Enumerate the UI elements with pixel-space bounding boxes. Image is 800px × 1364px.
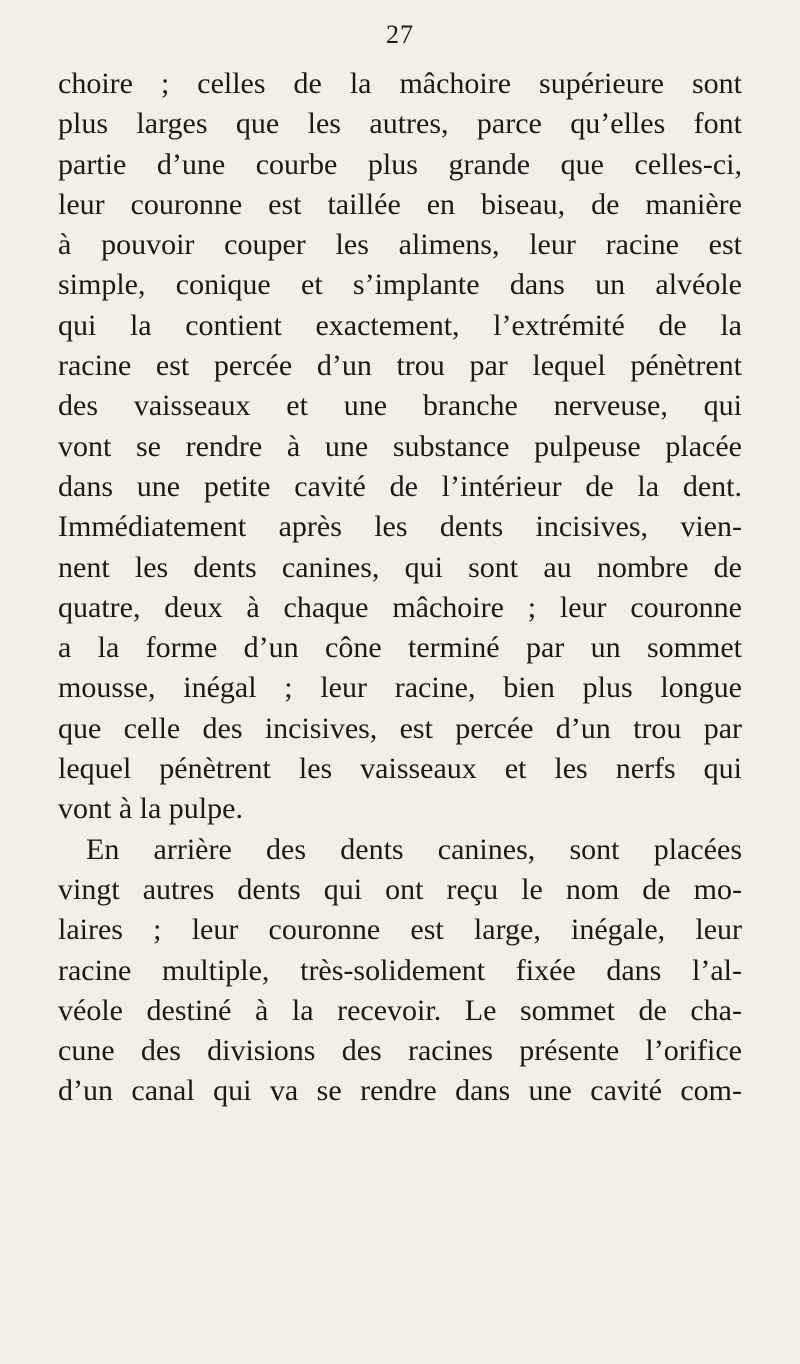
text-line: quatre, deux à chaque mâchoire ; leur couronne <box>58 590 742 624</box>
text-line: que celle des incisives, est percée d’un trou par <box>58 711 742 745</box>
text-line: véole destiné à la recevoir. Le sommet de cha- <box>58 993 742 1027</box>
text-line: racine multiple, très-solidement fixée dans l’al- <box>58 953 742 987</box>
text-line: d’un canal qui va se rendre dans une cavité com- <box>58 1074 742 1108</box>
text-line: cune des divisions des racines présente l’orifice <box>58 1034 742 1068</box>
text-line: leur couronne est taillée en biseau, de manière <box>58 187 742 221</box>
text-line: vingt autres dents qui ont reçu le nom de mo- <box>58 872 742 906</box>
text-line: plus larges que les autres, parce qu’elles font <box>58 107 742 141</box>
text-line: simple, conique et s’implante dans un alvéole <box>58 268 742 302</box>
text-line: racine est percée d’un trou par lequel pénètrent <box>58 349 742 383</box>
text-line: dans une petite cavité de l’intérieur de la dent. <box>58 469 742 503</box>
text-line: partie d’une courbe plus grande que celles-ci, <box>58 147 742 181</box>
text-line: vont se rendre à une substance pulpeuse placée <box>58 429 742 463</box>
text-line: lequel pénètrent les vaisseaux et les nerfs qui <box>58 752 742 786</box>
paragraph-end-line: vont à la pulpe. <box>58 792 243 826</box>
text-line: a la forme d’un cône terminé par un sommet <box>58 631 742 665</box>
text-line: choire ; celles de la mâchoire supérieure sont <box>58 67 742 100</box>
text-line: mousse, inégal ; leur racine, bien plus longue <box>58 671 742 705</box>
text-line: à pouvoir couper les alimens, leur racine est <box>58 228 742 262</box>
text-line: qui la contient exactement, l’extrémité de la <box>58 308 742 342</box>
text-line: Immédiatement après les dents incisives, vien- <box>58 510 742 544</box>
paragraph-start-line: En arrière des dents canines, sont placées <box>86 832 742 866</box>
text-line: nent les dents canines, qui sont au nombre de <box>58 550 742 584</box>
text-line: des vaisseaux et une branche nerveuse, qui <box>58 389 742 423</box>
text-line: laires ; leur couronne est large, inégale, leur <box>58 913 742 947</box>
body-text <box>58 64 742 1112</box>
page-number: 27 <box>386 20 414 49</box>
